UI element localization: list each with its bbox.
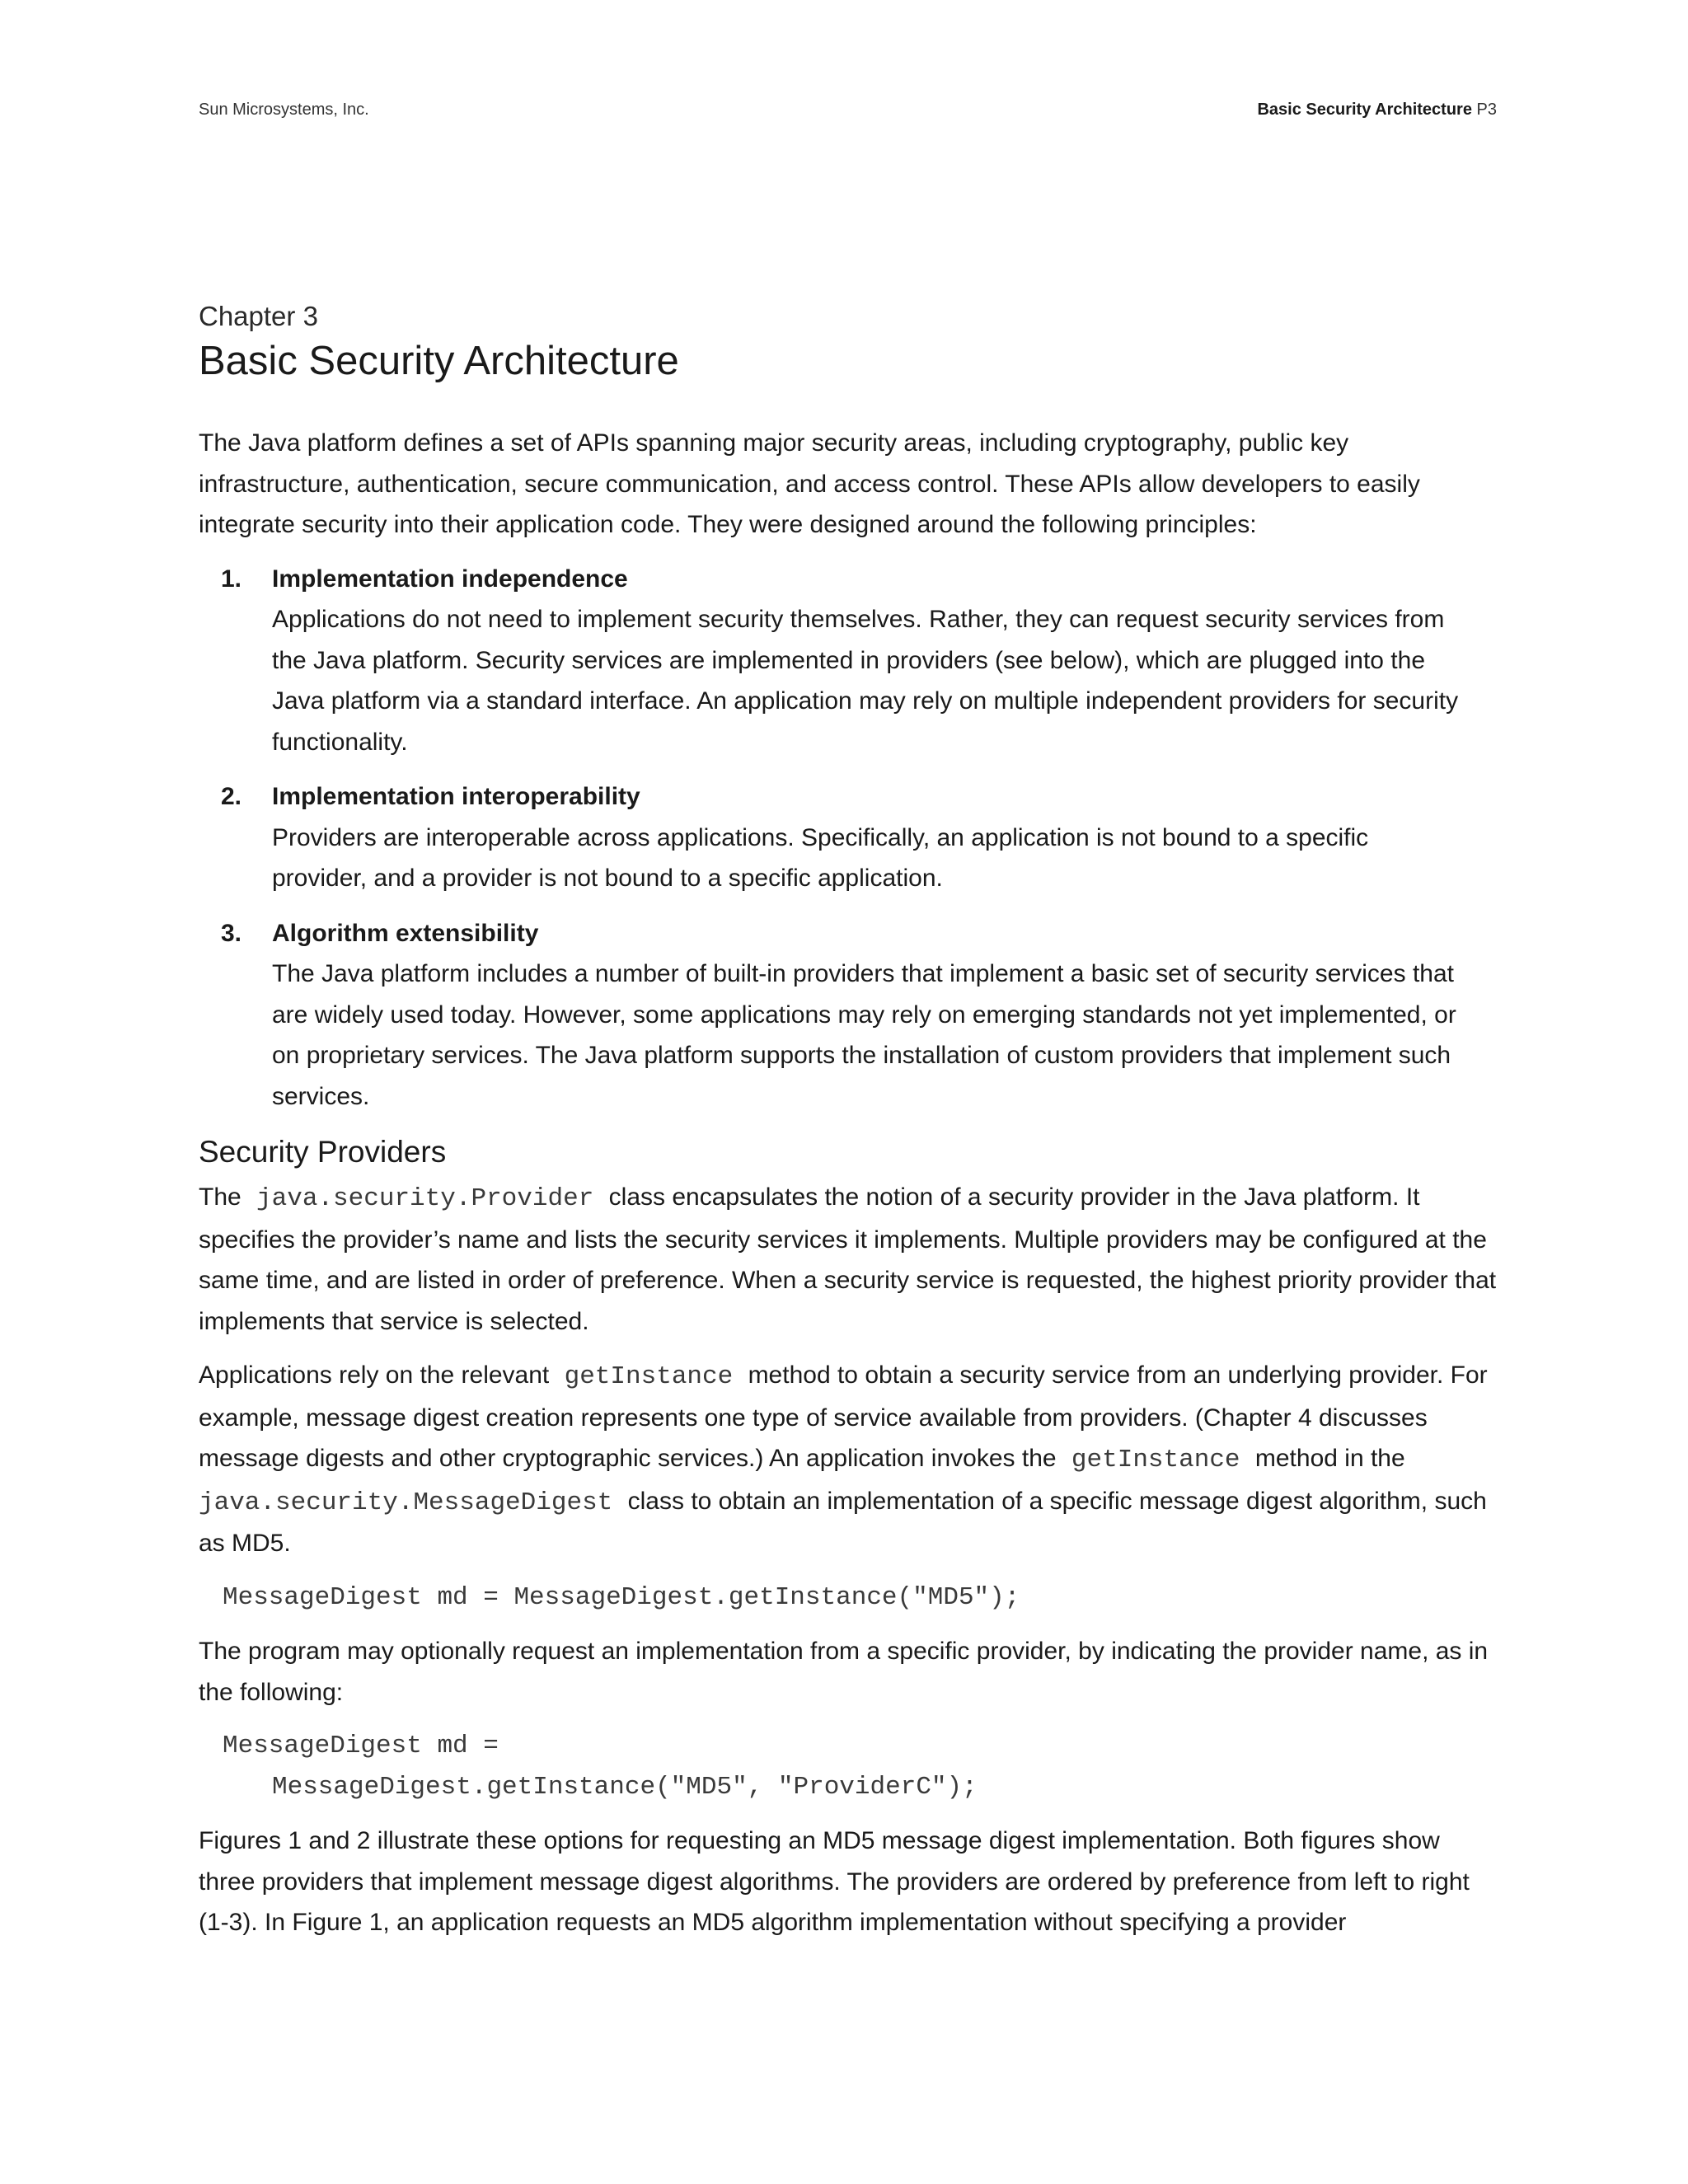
section-heading: Security Providers [199,1135,447,1169]
providers-paragraph-2 [199,1355,1501,1564]
running-header [199,97,1497,122]
list-item-heading: Algorithm extensibility [272,919,539,947]
providers-paragraph-1 [199,1177,1501,1342]
code-line: MessageDigest.getInstance("MD5", "ProviderC"); [272,1772,978,1802]
paragraph-text: class to obtain an implementation of a specific message digest algorithm, such as MD5. [199,1487,1487,1557]
list-item [199,559,1501,763]
code-example-1: MessageDigest md = MessageDigest.getInstance("MD5"); [223,1582,1020,1612]
list-item [199,776,1501,899]
inline-code: java.security.MessageDigest [199,1488,613,1517]
principles-list [199,559,1501,1118]
paragraph-text: method in the [1248,1445,1405,1472]
chapter-label: Chapter 3 [199,301,318,331]
inline-code: getInstance [564,1362,734,1391]
list-item-text: Applications do not need to implement security themselves. Rather, they can request security services from the Java platform. Security services are implemented in providers (see below), which are plugged into the Java platform via a standard interface. An application may rely on multiple independent providers for security functionality. [272,606,1459,756]
providers-paragraph-4: Figures 1 and 2 illustrate these options for requesting an MD5 message digest implementation. Both figures show three providers that implement message digest algorithms. The providers are ordered by preference from left to right (1-3). In Figure 1, an application requests an MD5 algorithm implementation without specifying a provider [199,1827,1470,1936]
header-company: Sun Microsystems, Inc. [199,100,369,119]
providers-paragraph-3: The program may optionally request an implementation from a specific provider, by indicating the provider name, as in the following: [199,1638,1489,1706]
list-item-text: The Java platform includes a number of built-in providers that implement a basic set of security services that are widely used today. However, some applications may rely on emerging standards not yet implemented, or on proprietary services. The Java platform supports the installation of custom providers that implement such services. [272,960,1456,1110]
inline-code: java.security.Provider [256,1184,594,1213]
inline-code: getInstance [1071,1446,1240,1474]
list-number: 2. [221,783,242,810]
list-item-heading: Implementation interoperability [272,783,640,810]
chapter-title: Basic Security Architecture [199,339,679,383]
list-item [199,913,1501,1118]
paragraph-text: The [199,1183,249,1211]
paragraph-text: method to obtain a security service from an underlying provider. For example, message digest creation represents one type of service available from providers. (Chapter 4 discusses message digests and other cryptographic services.) An application invokes the [199,1361,1488,1472]
list-number: 3. [221,919,242,947]
code-example-2 [199,1726,1501,1807]
intro-paragraph: The Java platform defines a set of APIs spanning major security areas, including cryptography, public key infrastructure, authentication, secure communication, and access control. These APIs allow developers to easily integrate security into their application code. They were designed around the following principles: [199,429,1420,538]
header-section [1257,101,1497,120]
list-number: 1. [221,565,242,593]
code-line: MessageDigest md = [223,1732,499,1760]
list-item-heading: Implementation independence [272,565,628,593]
header-page-number: P3 [1476,100,1497,119]
page-content [199,297,1501,1957]
paragraph-text: Applications rely on the relevant [199,1361,556,1389]
paragraph-text: class encapsulates the notion of a security provider in the Java platform. It specifies the provider’s name and lists the security services it implements. Multiple providers may be configured at the same time, and are listed in order of preference. When a security service is requested, the highest priority provider that implements that service is selected. [199,1183,1497,1335]
list-item-text: Providers are interoperable across applications. Specifically, an application is not bound to a specific provider, and a provider is not bound to a specific application. [272,823,1369,892]
header-section-title: Basic Security Architecture [1257,100,1472,119]
